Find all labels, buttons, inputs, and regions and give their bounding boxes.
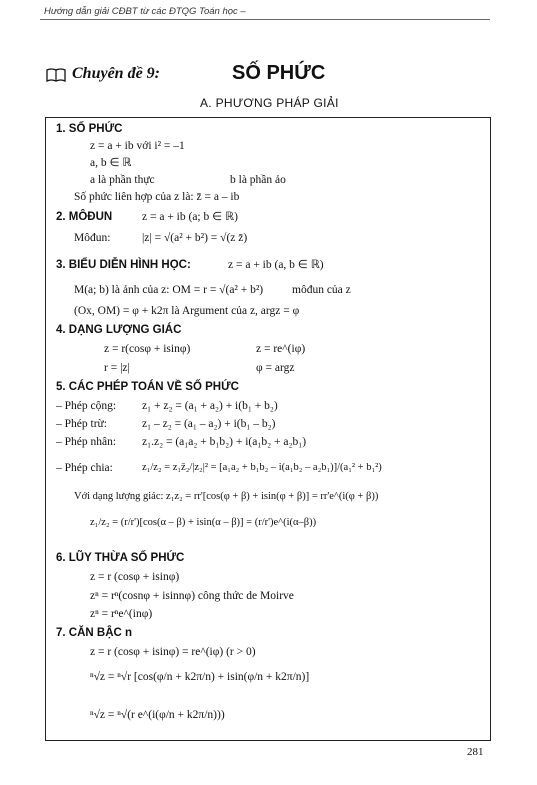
chapter-label: Chuyên đề 9: bbox=[72, 65, 160, 82]
content-box bbox=[45, 117, 491, 741]
formula-line: Với dạng lượng giác: z₁z₂ = rr'[cos(φ + β) + isin(φ + β)] = rr'e^(i(φ + β)) bbox=[74, 491, 379, 502]
formula-line: z = a + ib (a; b ∈ ℝ) bbox=[142, 211, 238, 223]
formula-line: φ = argz bbox=[256, 362, 295, 374]
formula-line: z₁ – z₂ = (a₁ – a₂) + i(b₁ – b₂) bbox=[142, 418, 276, 430]
formula-line: zⁿ = rⁿ(cosnφ + isinnφ) công thức de Moirve bbox=[90, 590, 294, 602]
formula-line: M(a; b) là ảnh của z: OM = r = √(a² + b²) bbox=[74, 284, 264, 296]
formula-line: |z| = √(a² + b²) = √(z z̄) bbox=[142, 232, 248, 244]
chapter-title: SỐ PHỨC bbox=[232, 62, 326, 84]
heading-can-bac-n: 7. CĂN BẬC n bbox=[56, 627, 133, 639]
page-number: 281 bbox=[467, 746, 484, 758]
formula-line: z₁.z₂ = (a₁a₂ + b₁b₂) + i(a₁b₂ + a₂b₁) bbox=[142, 436, 307, 448]
formula-line: z₁/z₂ = (r/r')[cos(α – β) + isin(α – β)] = (r/r')e^(i(α–β)) bbox=[90, 517, 317, 528]
formula-line: zⁿ = rⁿe^(inφ) bbox=[90, 608, 153, 620]
formula-line: ⁿ√z = ⁿ√r [cos(φ/n + k2π/n) + isin(φ/n + k2π/n)] bbox=[90, 671, 310, 683]
formula-line: z = a + ib với i² = –1 bbox=[90, 140, 185, 152]
text-line: – Phép chia: bbox=[56, 462, 113, 474]
chapter-header bbox=[46, 64, 506, 88]
text-line: – Phép nhân: bbox=[56, 436, 117, 448]
heading-luy-thua: 6. LŨY THỪA SỐ PHỨC bbox=[56, 552, 185, 564]
book-icon bbox=[46, 68, 66, 83]
section-subtitle: A. PHƯƠNG PHÁP GIẢI bbox=[200, 96, 339, 110]
text-line: Số phức liên hợp của z là: z̄ = a – ib bbox=[74, 191, 240, 203]
formula-line: r = |z| bbox=[104, 362, 130, 374]
heading-so-phuc: 1. SỐ PHỨC bbox=[56, 123, 123, 135]
formula-line: z₁ + z₂ = (a₁ + a₂) + i(b₁ + b₂) bbox=[142, 400, 278, 412]
heading-dang-luong-giac: 4. DẠNG LƯỢNG GIÁC bbox=[56, 324, 182, 336]
heading-modun: 2. MÔĐUN bbox=[56, 211, 113, 223]
heading-bieu-dien: 3. BIỂU DIỄN HÌNH HỌC: bbox=[56, 259, 191, 271]
formula-line: z = a + ib (a, b ∈ ℝ) bbox=[228, 259, 324, 271]
formula-line: (Ox, OM) = φ + k2π là Argument của z, argz = φ bbox=[74, 305, 300, 317]
formula-line: a, b ∈ ℝ bbox=[90, 157, 132, 169]
formula-line: z₁/z₂ = z₁z̄₂/|z₂|² = [a₁a₂ + b₁b₂ – i(a₁b₂ – a₂b₁)]/(a₁² + b₁²) bbox=[142, 462, 382, 473]
formula-line: z = r(cosφ + isinφ) bbox=[104, 343, 191, 355]
text-line: Môđun: bbox=[74, 232, 111, 244]
text-line: môđun của z bbox=[292, 284, 351, 296]
heading-phep-toan: 5. CÁC PHÉP TOÁN VỀ SỐ PHỨC bbox=[56, 381, 239, 393]
text-line: a là phần thực bbox=[90, 174, 155, 186]
formula-line: z = re^(iφ) bbox=[256, 343, 306, 355]
formula-line: z = r (cosφ + isinφ) = re^(iφ) (r > 0) bbox=[90, 646, 256, 658]
text-line: b là phần ảo bbox=[230, 174, 286, 186]
text-line: – Phép trừ: bbox=[56, 418, 107, 430]
formula-line: z = r (cosφ + isinφ) bbox=[90, 571, 180, 583]
running-head: Hướng dẫn giải CĐBT từ các ĐTQG Toán học – bbox=[44, 6, 246, 17]
formula-line: ⁿ√z = ⁿ√(r e^(i(φ/n + k2π/n))) bbox=[90, 709, 225, 721]
header-rule bbox=[40, 19, 490, 20]
text-line: – Phép cộng: bbox=[56, 400, 117, 412]
